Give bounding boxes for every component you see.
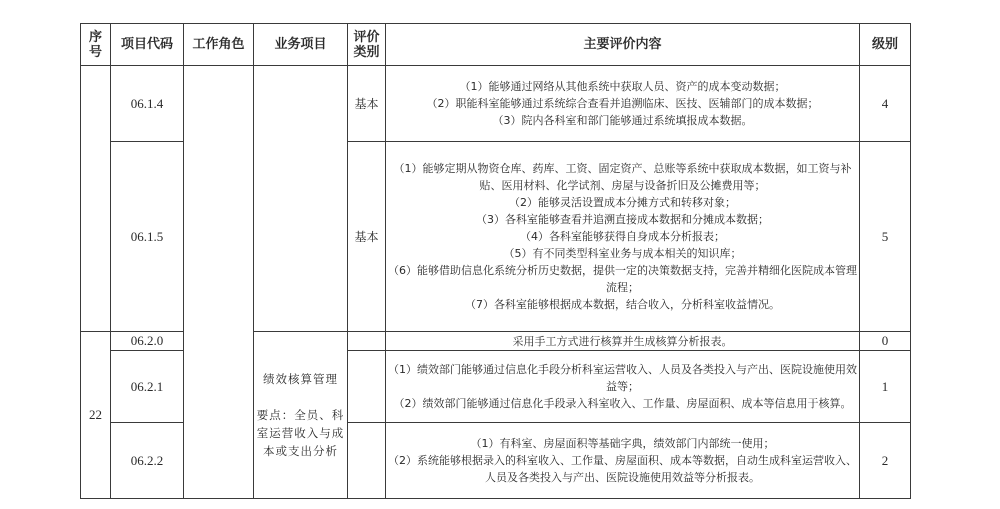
table-row [81, 66, 911, 142]
level-cell: 0 [860, 332, 911, 351]
content-line: （1）能够通过网络从其他系统中获取人员、资产的成本变动数据； [459, 80, 786, 93]
seq-cell-empty [81, 66, 111, 332]
header-category: 评价类别 [348, 24, 386, 66]
content-line: （4）各科室能够获得自身成本分析报表； [520, 230, 725, 243]
category-cell [348, 332, 386, 351]
role-cell [184, 66, 254, 499]
project-code: 06.2.0 [111, 332, 184, 351]
content-cell [386, 66, 860, 142]
project-key-points: 要点：全员、科室运营收入与成本或支出分析 [256, 408, 345, 458]
seq-number: 22 [81, 332, 111, 499]
content-line: （1）绩效部门能够通过信息化手段分析科室运营收入、人员及各类投入与产出、医院设施使用效益等； [388, 363, 857, 393]
header-seq: 序号 [81, 24, 111, 66]
project-code: 06.2.2 [111, 423, 184, 499]
project-code: 06.1.5 [111, 142, 184, 332]
content-line: （7）各科室能够根据成本数据，结合收入，分析科室收益情况。 [465, 298, 780, 311]
content-line: （3）各科室能够查看并追溯直接成本数据和分摊成本数据； [476, 213, 769, 226]
category-cell: 基本 [348, 66, 386, 142]
content-cell [386, 423, 860, 499]
content-line: （1）有科室、房屋面积等基础字典，绩效部门内部统一使用； [470, 437, 775, 450]
header-level: 级别 [860, 24, 911, 66]
content-line: （2）职能科室能够通过系统综合查看并追溯临床、医技、医辅部门的成本数据； [426, 97, 819, 110]
category-cell [348, 423, 386, 499]
content-line: （2）能够灵活设置成本分摊方式和转移对象； [509, 196, 736, 209]
content-line: （2）系统能够根据录入的科室收入、工作量、房屋面积、成本等数据，自动生成科室运营收入、人员及各类投入与产出、医院设施使用效益等分析报表。 [388, 454, 857, 484]
project-code: 06.2.1 [111, 351, 184, 423]
content-line: （5）有不同类型科室业务与成本相关的知识库； [503, 247, 742, 260]
content-line: （2）绩效部门能够通过信息化手段录入科室收入、工作量、房屋面积、成本等信息用于核算。 [393, 397, 852, 410]
header-role: 工作角色 [184, 24, 254, 66]
header-content: 主要评价内容 [386, 24, 860, 66]
content-line: （1）能够定期从物资仓库、药库、工资、固定资产、总账等系统中获取成本数据，如工资与补贴、医用材料、化学试剂、房屋与设备折旧及公摊费用等； [393, 162, 852, 192]
level-cell: 1 [860, 351, 911, 423]
level-cell: 4 [860, 66, 911, 142]
category-cell: 基本 [348, 142, 386, 332]
project-title: 绩效核算管理 [263, 372, 338, 386]
content-cell [386, 142, 860, 332]
header-code: 项目代码 [111, 24, 184, 66]
content-cell [386, 332, 860, 351]
header-project: 业务项目 [254, 24, 348, 66]
project-code: 06.1.4 [111, 66, 184, 142]
level-cell: 2 [860, 423, 911, 499]
level-cell: 5 [860, 142, 911, 332]
content-line: （6）能够借助信息化系统分析历史数据，提供一定的决策数据支持，完善并精细化医院成本管理流程； [388, 264, 857, 294]
content-line: 采用手工方式进行核算并生成核算分析报表。 [512, 334, 733, 348]
project-cell-empty [254, 66, 348, 332]
category-cell [348, 351, 386, 423]
project-name-cell [254, 332, 348, 499]
content-cell [386, 351, 860, 423]
evaluation-table [80, 23, 911, 499]
content-line: （3）院内各科室和部门能够通过系统填报成本数据。 [492, 114, 753, 127]
header-row [81, 24, 911, 66]
